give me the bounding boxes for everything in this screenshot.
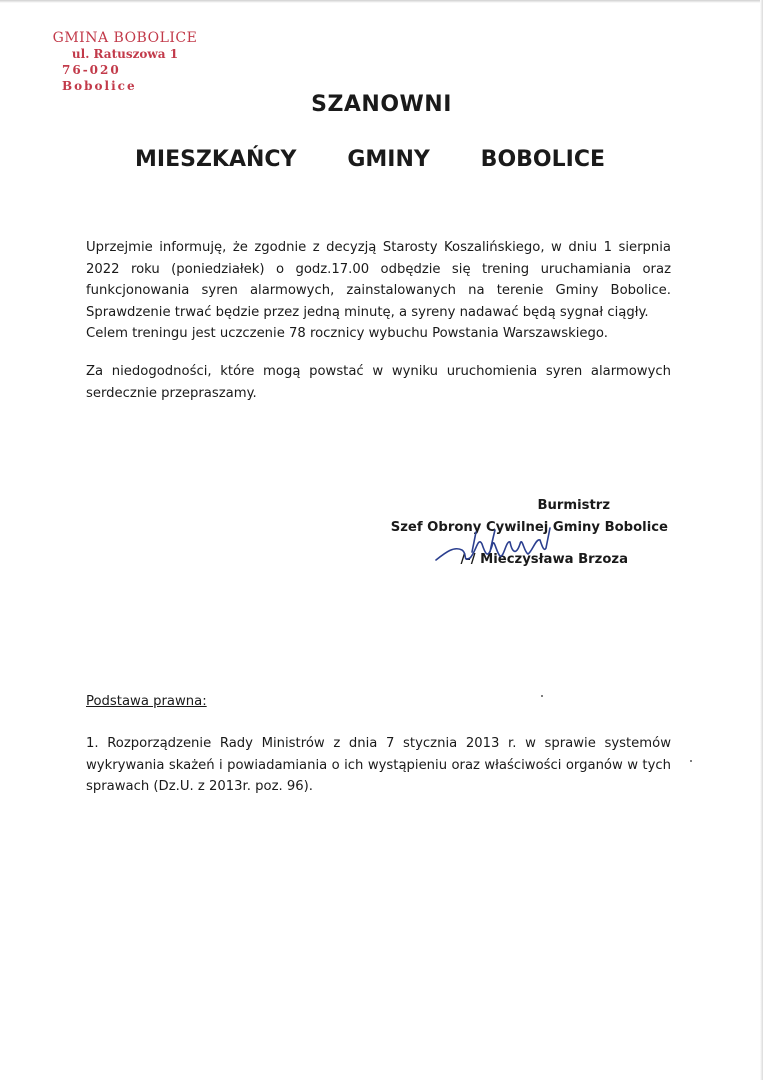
paragraph-line: Uprzejmie informuję, że zgodnie z decyzją Starosty Koszalińskiego, w dniu 1 sierpnia	[86, 240, 671, 255]
legal-basis-title: Podstawa prawna:	[86, 694, 207, 709]
signatory-role: Szef Obrony Cywilnej Gminy Bobolice	[390, 520, 668, 535]
municipal-stamp	[50, 30, 200, 94]
paragraph-line: funkcjonowania syren alarmowych, zainstalowanych na terenie Gminy Bobolice.	[86, 283, 671, 298]
heading-word-3: BOBOLICE	[480, 147, 605, 172]
signatory-title: Burmistrz	[537, 498, 610, 513]
stamp-line-name: GMINA BOBOLICE	[52, 30, 198, 46]
apology-paragraph: Za niedogodności, które mogą powstać w wyniku uruchomienia syren alarmowych serdecznie przepraszamy.	[86, 364, 671, 401]
heading-word-2: GMINY	[347, 147, 430, 172]
heading-word-1: MIESZKAŃCY	[135, 147, 297, 172]
scan-speck	[541, 695, 543, 697]
stamp-line-city: 76-020 Bobolice	[62, 63, 137, 93]
heading-greeting: SZANOWNI	[311, 92, 452, 117]
legal-basis-item: 1. Rozporządzenie Rady Ministrów z dnia 7 stycznia 2013 r. w sprawie systemów wykrywania skażeń i powiadamiania o ich wystąpieniu oraz właściwości organów w tych sprawach (Dz.U. z 2013r. poz. 96).	[86, 736, 671, 794]
scan-speck	[690, 760, 692, 762]
announcement-paragraph	[86, 237, 671, 345]
paragraph-line: Celem treningu jest uczczenie 78 rocznicy wybuchu Powstania Warszawskiego.	[86, 326, 608, 341]
paragraph-line: Sprawdzenie trwać będzie przez jedną minutę, a syreny nadawać będą sygnał ciągły.	[86, 304, 649, 320]
handwritten-signature	[432, 522, 562, 572]
paragraph-line: 2022 roku (poniedziałek) o godz.17.00 odbędzie się trening uruchamiania oraz	[86, 261, 671, 277]
scan-edge-top	[0, 0, 763, 3]
stamp-line-street: ul. Ratuszowa 1	[71, 47, 179, 61]
heading-addressee	[135, 147, 605, 172]
signatory-name: /-/ Mieczysława Brzoza	[460, 552, 628, 567]
